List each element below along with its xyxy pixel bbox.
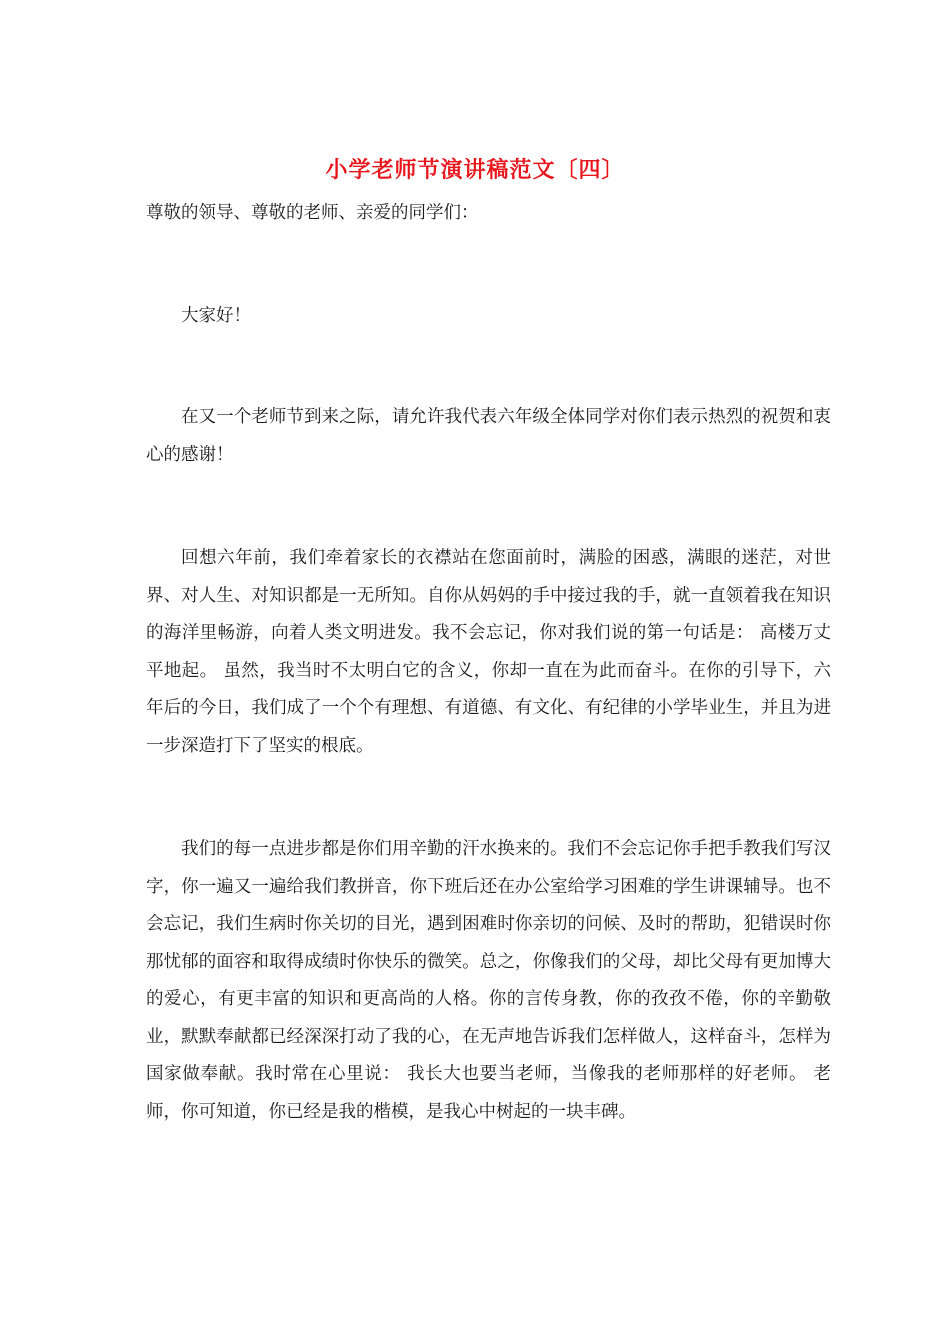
- paragraph-greeting: 大家好！: [181, 306, 251, 326]
- paragraph-thanks: 在又一个老师节到来之际，请允许我代表六年级全体同学对你们表示热烈的祝贺和衷心的感谢！: [146, 407, 831, 465]
- salutation: 尊敬的领导、尊敬的老师、亲爱的同学们：: [146, 203, 479, 223]
- document-title: 小学老师节演讲稿范文〔四〕: [325, 157, 625, 183]
- paragraph-memories: 回想六年前，我们牵着家长的衣襟站在您面前时，满脸的困惑，满眼的迷茫，对世界、对人生、对知识都是一无所知。自你从妈妈的手中接过我的手，就一直领着我在知识的海洋里畅游，向着人类文明进发。我不会忘记，你对我们说的第一句话是： 高楼万丈平地起。 虽然，我当时不太明白它的含义，你却一直在为此而奋斗。在你的引导下，六年后的今日，我们成了一个个有理想、有道德、有文化、有纪律的小学毕业生，并且为进一步深造打下了坚实的根底。: [146, 548, 831, 756]
- paragraph-gratitude: 我们的每一点进步都是你们用辛勤的汗水换来的。我们不会忘记你手把手教我们写汉字，你一遍又一遍给我们教拼音，你下班后还在办公室给学习困难的学生讲课辅导。也不会忘记，我们生病时你关切的目光，遇到困难时你亲切的问候、及时的帮助，犯错误时你那忧郁的面容和取得成绩时你快乐的微笑。总之，你像我们的父母，却比父母有更加博大的爱心，有更丰富的知识和更高尚的人格。你的言传身教，你的孜孜不倦，你的辛勤敬业，默默奉献都已经深深打动了我的心，在无声地告诉我们怎样做人，这样奋斗，怎样为国家做奉献。我时常在心里说： 我长大也要当老师，当像我的老师那样的好老师。 老师，你可知道，你已经是我的楷模，是我心中树起的一块丰碑。: [146, 839, 831, 1122]
